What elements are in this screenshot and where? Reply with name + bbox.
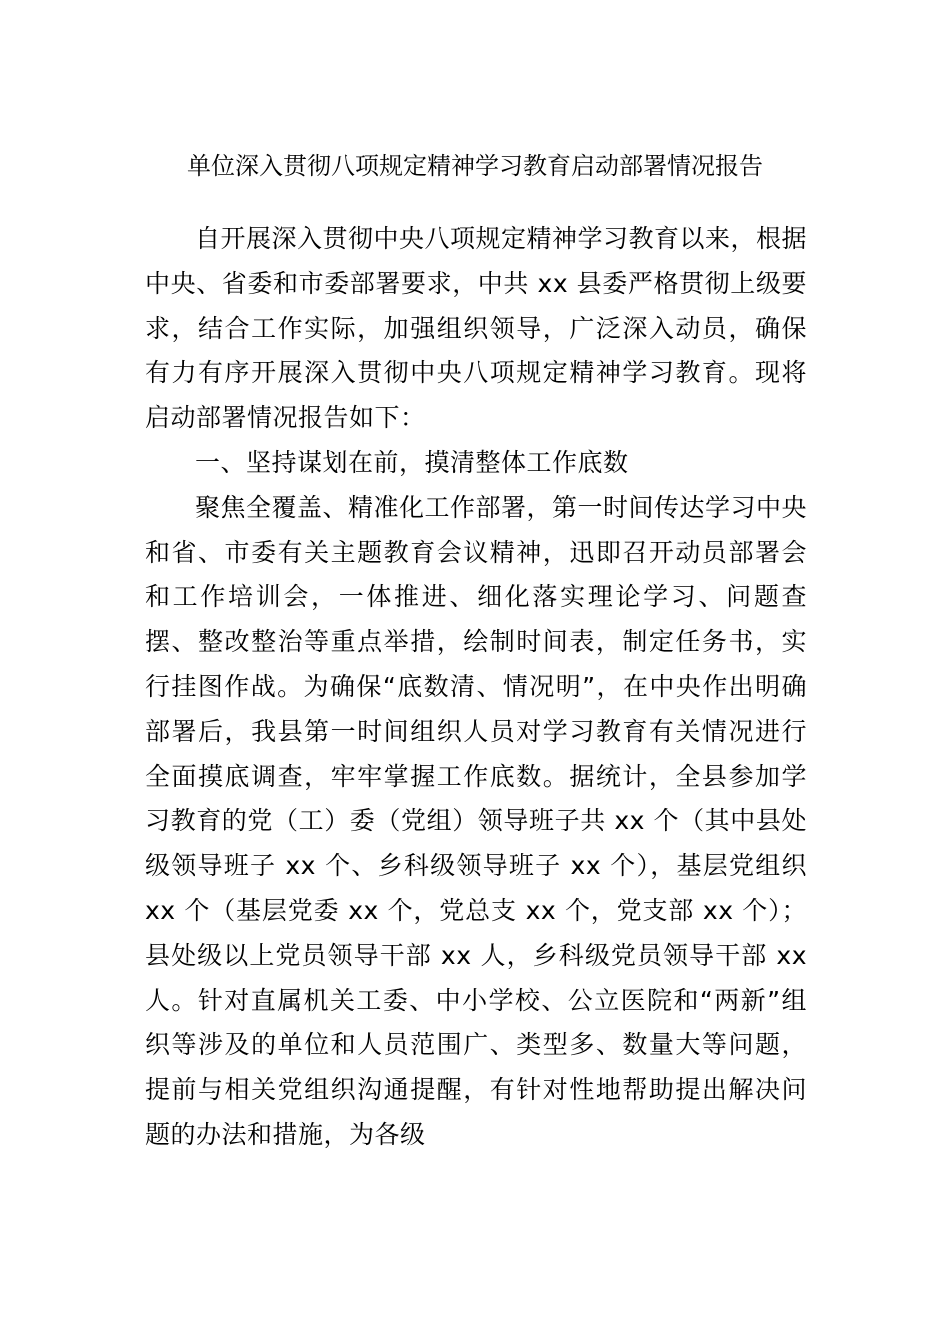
section-heading: 一、坚持谋划在前，摸清整体工作底数 <box>195 447 629 477</box>
intro-paragraph: 自开展深入贯彻中央八项规定精神学习教育以来，根据中央、省委和市委部署要求，中共 xx 县委严格贯彻上级要求，结合工作实际，加强组织领导，广泛深入动员，确保有力有序开展深入贯彻中央八项规定精神学习教育。现将启动部署情况报告如下： <box>145 224 808 433</box>
section-paragraph: 聚焦全覆盖、精准化工作部署，第一时间传达学习中央和省、市委有关主题教育会议精神，迅即召开动员部署会和工作培训会，一体推进、细化落实理论学习、问题查摆、整改整治等重点举措，绘制时间表，制定任务书，实行挂图作战。为确保“底数清、情况明”，在中央作出明确部署后，我县第一时间组织人员对学习教育有关情况进行全面摸底调查，牢牢掌握工作底数。据统计，全县参加学习教育的党（工）委（党组）领导班子共 xx 个（其中县处级领导班子 xx 个、乡科级领导班子 xx 个），基层党组织 xx 个（基层党委 xx 个，党总支 xx 个，党支部 xx 个）；县处级以上党员领导干部 xx 人，乡科级党员领导干部 xx 人。针对直属机关工委、中小学校、公立医院和“两新”组织等涉及的单位和人员范围广、类型多、数量大等问题，提前与相关党组织沟通提醒，有针对性地帮助提出解决问题的办法和措施，为各级 <box>145 492 808 1149</box>
document-title: 单位深入贯彻八项规定精神学习教育启动部署情况报告 <box>187 152 763 180</box>
document-body <box>145 217 807 1158</box>
